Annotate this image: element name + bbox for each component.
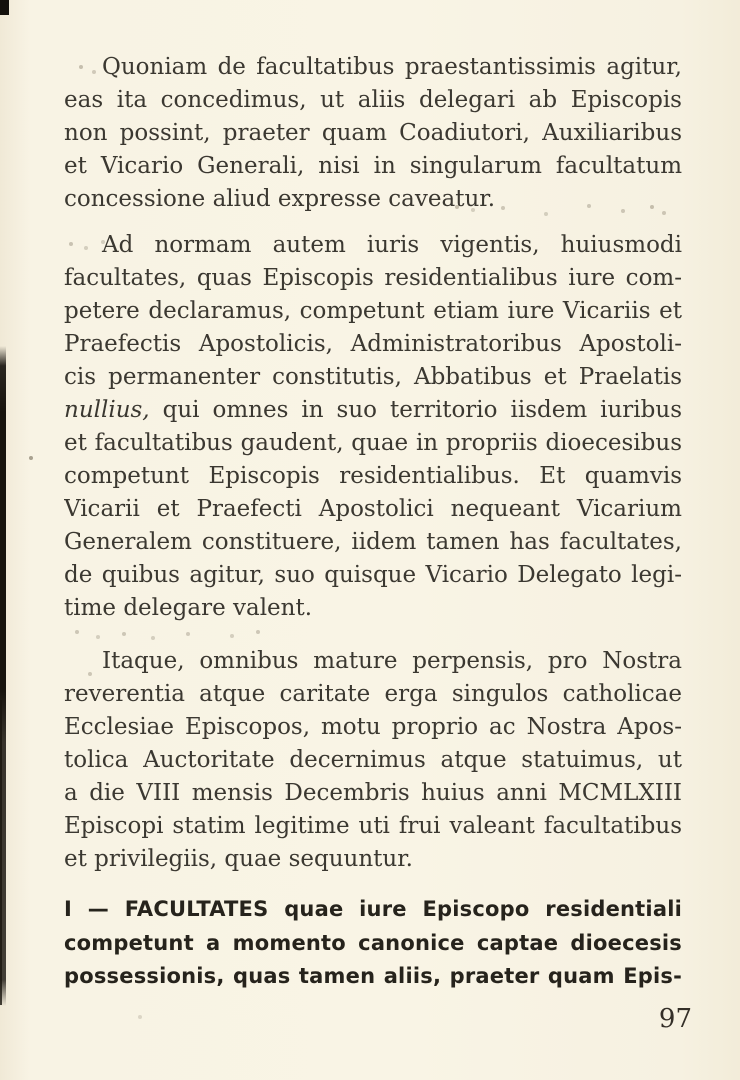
text-segment: facultates, quas Episcopis residentialibus iure com-: [64, 265, 682, 291]
text-segment: Quoniam de facultatibus praestantissimis agitur,: [102, 54, 682, 80]
text-segment: eas ita concedimus, ut aliis delegari ab Episcopis: [64, 87, 682, 113]
text-segment: concessione aliud expresse caveatur.: [64, 186, 496, 212]
paragraph-p1: [64, 51, 682, 216]
text-line: [64, 592, 682, 625]
text-line: [64, 711, 682, 744]
text-line: [64, 84, 682, 117]
text-line: [64, 893, 682, 927]
text-line: [64, 678, 682, 711]
text-segment: petere declaramus, competunt etiam iure Vicariis et: [64, 298, 682, 324]
text-line: [64, 645, 682, 678]
text-line: [64, 810, 682, 843]
scan-speckles: [0, 0, 2, 2]
text-segment: competunt Episcopis residentialibus. Et quamvis: [64, 463, 682, 489]
text-line: [64, 328, 682, 361]
text-line: [64, 51, 682, 84]
scan-edge-shadow-thin: [0, 700, 2, 1005]
text-segment: Itaque, omnibus mature perpensis, pro Nostra: [102, 648, 682, 674]
text-segment: I — FACULTATES quae iure Episcopo residentiali: [64, 897, 682, 921]
italic-text: nullius,: [64, 397, 150, 423]
text-segment: qui omnes in suo territorio iisdem iuribus: [149, 397, 682, 423]
text-line: [64, 960, 682, 994]
text-line: [64, 526, 682, 559]
text-segment: Praefectis Apostolicis, Administratoribus Apostoli-: [64, 331, 682, 357]
paragraph-p2: [64, 229, 682, 625]
text-segment: possessionis, quas tamen aliis, praeter quam Epis-: [64, 964, 682, 988]
text-segment: et privilegiis, quae sequuntur.: [64, 846, 413, 872]
text-line: [64, 460, 682, 493]
text-line: [64, 777, 682, 810]
text-line: [64, 559, 682, 592]
text-line: [64, 229, 682, 262]
paragraph-p4: [64, 893, 682, 994]
text-line: [64, 394, 682, 427]
text-segment: a die VIII mensis Decembris huius anni MCMLXIII: [64, 780, 682, 806]
text-line: [64, 744, 682, 777]
text-segment: Vicarii et Praefecti Apostolici nequeant Vicarium: [64, 496, 682, 522]
text-segment: de quibus agitur, suo quisque Vicario Delegato legi-: [64, 562, 682, 588]
text-segment: tolica Auctoritate decernimus atque statuimus, ut: [64, 747, 682, 773]
text-line: [64, 843, 682, 876]
text-segment: non possint, praeter quam Coadiutori, Auxiliaribus: [64, 120, 682, 146]
text-line: [64, 493, 682, 526]
page-number: 97: [658, 1004, 692, 1034]
text-line: [64, 117, 682, 150]
text-segment: competunt a momento canonice captae dioecesis: [64, 930, 682, 955]
text-line: [64, 427, 682, 460]
text-line: [64, 361, 682, 394]
text-segment: et Vicario Generali, nisi in singularum facultatum: [64, 153, 682, 179]
text-segment: time delegare valent.: [64, 595, 313, 621]
paragraph-p3: [64, 645, 682, 876]
text-line: [64, 150, 682, 183]
text-line: [64, 262, 682, 295]
text-segment: reverentia atque caritate erga singulos catholicae: [64, 681, 682, 707]
text-line: [64, 927, 682, 961]
text-line: [64, 183, 682, 216]
text-segment: et facultatibus gaudent, quae in propriis dioecesibus: [64, 430, 682, 456]
text-line: [64, 295, 682, 328]
text-segment: cis permanenter constitutis, Abbatibus et Praelatis: [64, 364, 682, 390]
text-segment: Generalem constituere, iidem tamen has facultates,: [64, 529, 682, 555]
text-block: [64, 51, 682, 994]
text-segment: Episcopi statim legitime uti frui valeant facultatibus: [64, 813, 682, 839]
scan-corner-mark: [0, 0, 9, 15]
text-segment: Ad normam autem iuris vigentis, huiusmodi: [102, 232, 682, 258]
text-segment: Ecclesiae Episcopos, motu proprio ac Nostra Apos-: [64, 714, 682, 740]
